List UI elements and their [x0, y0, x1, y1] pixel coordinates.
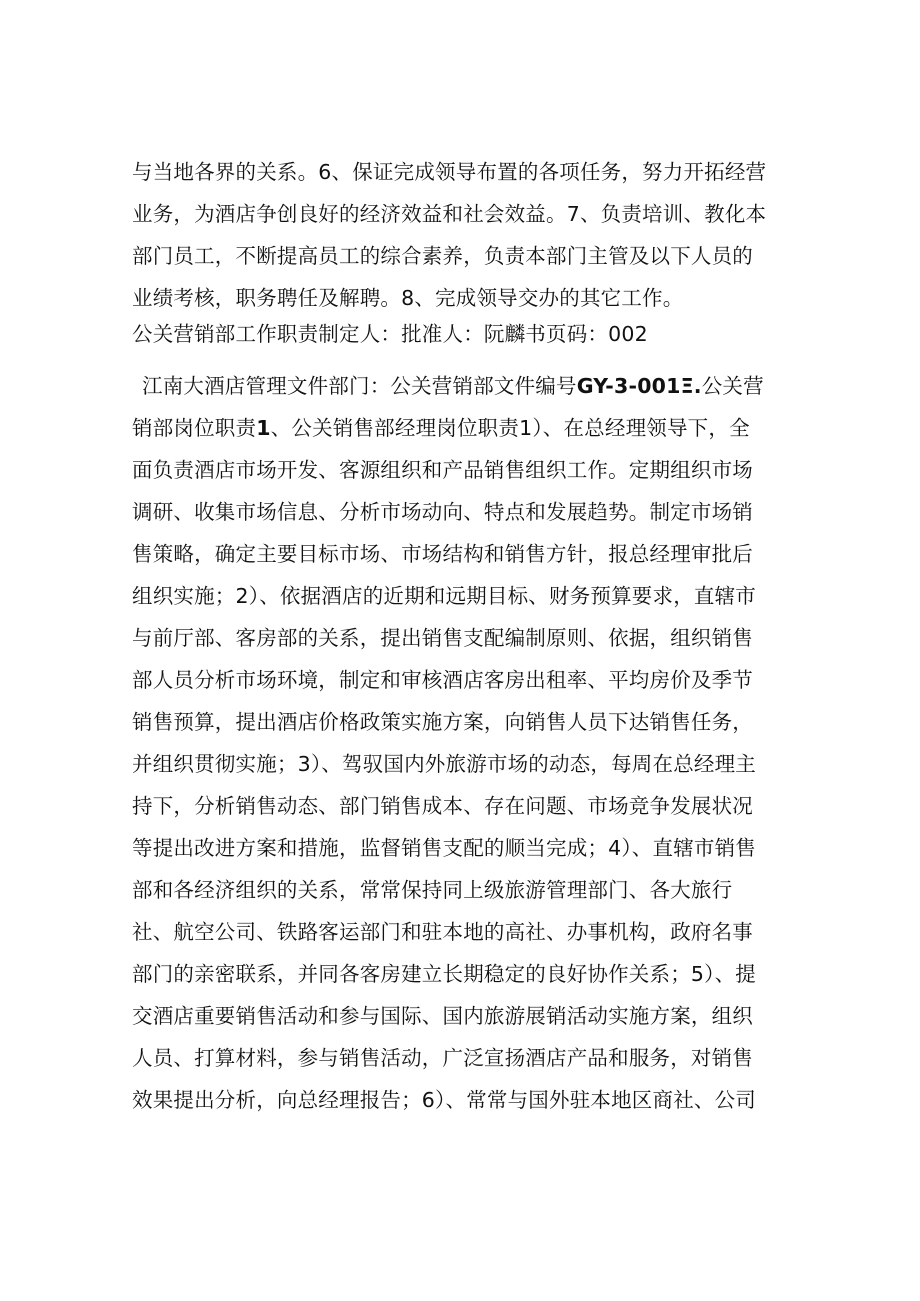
text-line: 等提出改进方案和措施，监督销售支配的顺当完成；4）、直辖市销售	[132, 836, 756, 860]
text-line: 人员、打算材料，参与销售活动，广泛宣扬酒店产品和服务，对销售	[132, 1046, 753, 1070]
header-suffix: 公关营	[701, 374, 764, 398]
text-line: 部和各经济组织的关系，常常保持同上级旅游管理部门、各大旅行	[132, 878, 733, 902]
text-line: 效果提出分析，向总经理报告；6）、常常与国外驻本地区商社、公司	[132, 1088, 756, 1112]
text-line: 交酒店重要销售活动和参与国际、国内旅游展销活动实施方案，组织	[132, 1004, 753, 1028]
text-line: 组织实施；2）、依据酒店的近期和远期目标、财务预算要求，直辖市	[132, 584, 756, 608]
text-line: 部门的亲密联系，并同各客房建立长期稳定的良好协作关系；5）、提	[132, 962, 756, 986]
text-line: 持下，分析销售动态、部门销售成本、存在问题、市场竞争发展状况	[132, 794, 753, 818]
text-line: 与前厅部、客房部的关系，提出销售支配编制原则、依据，组织销售	[132, 626, 753, 650]
line-suffix: 、公关销售部经理岗位职责1）、在总经理领导下，全	[270, 416, 750, 440]
text-line: 并组织贯彻实施；3）、驾驭国内外旅游市场的动态，每周在总经理主	[132, 752, 756, 776]
text-line-header	[142, 374, 764, 398]
text-line: 销售预算，提出酒店价格政策实施方案，向销售人员下达销售任务，	[132, 710, 753, 734]
text-line: 业务，为酒店争创良好的经济效益和社会效益。7、负责培训、教化本	[132, 202, 767, 226]
text-line: 社、航空公司、铁路客运部门和驻本地的高社、办事机构，政府名事	[132, 920, 753, 944]
text-line: 部门员工，不断提高员工的综合素养，负责本部门主管及以下人员的	[132, 244, 753, 268]
header-prefix: 江南大酒店管理文件部门：公关营销部文件编号	[142, 374, 577, 398]
footer-text: 公关营销部工作职责制定人：批准人：阮麟书页码：002	[132, 322, 648, 346]
text-line: 与当地各界的关系。6、保证完成领导布置的各项任务，努力开拓经营	[132, 160, 767, 184]
text-line: 调研、收集市场信息、分析市场动向、特点和发展趋势。制定市场销	[132, 500, 753, 524]
text-line: 业绩考核，职务聘任及解聘。8、完成领导交办的其它工作。	[132, 286, 684, 310]
text-line: 部人员分析市场环境，制定和审核酒店客房出租率、平均房价及季节	[132, 668, 753, 692]
text-line	[132, 416, 750, 440]
section-number: 1	[256, 416, 271, 440]
text-line: 售策略，确定主要目标市场、市场结构和销售方针，报总经理审批后	[132, 542, 753, 566]
text-line: 面负责酒店市场开发、客源组织和产品销售组织工作。定期组织市场	[132, 458, 753, 482]
line-prefix: 销部岗位职责	[132, 416, 257, 440]
document-code: GY-3-001Ξ.	[576, 374, 702, 398]
